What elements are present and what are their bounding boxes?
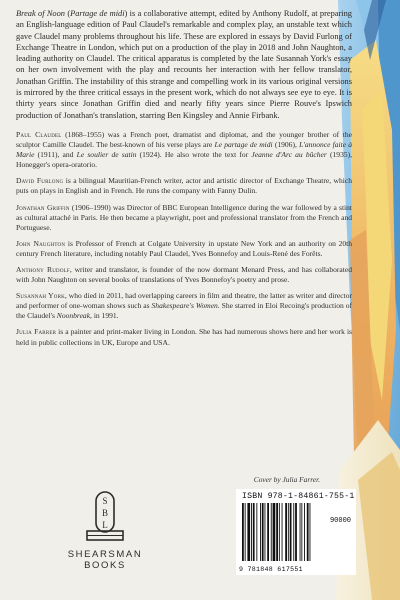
bio-rudolf: Anthony Rudolf, writer and translator, is founder of the now dormant Menard Press, and has collaborated with John Naughton on several books of translations of Yves Bonnefoy's poetry and prose.: [16, 265, 352, 285]
svg-text:B: B: [101, 508, 109, 518]
bio-furlong: David Furlong is a bilingual Mauritian-French writer, actor and artistic director of Exchange Theatre, which puts on plays in English and in French. He runs the company with Fanny Dulin.: [16, 176, 352, 196]
bio-naughton: John Naughton is Professor of French at Colgate University in upstate New York and an authority on 20th century French literature, including notably Paul Claudel, Yves Bonnefoy and Louis-René des Forêts.: [16, 238, 352, 258]
bio-claudel: Paul Claudel (1868–1955) was a French poet, dramatist and diplomat, and the younger brother of the sculptor Camille Claudel. The best-known of his verse plays are Le partage de midi (1906), L'annonce faite à Marie (1911), and Le soulier de satin (1924). He also wrote the text for Jeanne d'Arc au bûcher (1935), Honegger's opera-oratorio.: [16, 129, 353, 170]
publisher-logo: [50, 490, 160, 571]
barcode-bars: [242, 503, 324, 561]
svg-text:S: S: [102, 496, 108, 506]
blurb-title-alt: Partage de midi: [70, 9, 125, 18]
bio-name: Jonathan Griffin: [16, 202, 70, 212]
blurb-text: is a collaborative attempt, edited by Anthony Rudolf, at preparing an English-language edition of Paul Claudel's remarkable and complex play, an unstable text which gave Claudel many problems throughout his life. These are explored in essays by David Furlong of Exchange Theatre in London, which put on a production of the play in 2018 and John Naughton, a leading authority on Claudel. The critical apparatus is completed by the late Susannah York's essay on her own involvement with the play and recounts her interaction with her fellow translator, Jonathan Griffin. The instability of this strange and compelling work in its various original versions is mirrored by the three critical essays in the present work, which do not always see eye to eye. It is thirty years since Jonathan Griffin died and nearly fifty years since Pierre Rouve's Ipswich production of Jonathan's translation, starring Ben Kingsley and Annie Firbank.: [16, 9, 352, 120]
blurb-paragraph: Break of Noon (Partage de midi) is a collaborative attempt, edited by Anthony Rudolf, at preparing an English-language edition of Paul Claudel's remarkable and complex play, an unstable text which gave Claudel many problems throughout his life. These are explored in essays by David Furlong of Exchange Theatre in London, which put on a production of the play in 2018 and John Naughton, a leading authority on Claudel. The critical apparatus is completed by the late Susannah York's essay on her own involvement with the play and recounts her interaction with her fellow translator, Jonathan Griffin. The instability of this strange and compelling work in its various original versions is mirrored by the three critical essays in the present work, which do not always see eye to eye. It is thirty years since Jonathan Griffin died and nearly fifty years since Pierre Rouve's Ipswich production of Jonathan's translation, starring Ben Kingsley and Annie Firbank.: [16, 9, 352, 120]
bio-name: John Naughton: [16, 238, 66, 248]
barcode-addon: 90000: [329, 517, 351, 525]
bio-griffin: Jonathan Griffin (1906–1990) was Director of BBC European Intelligence during the war followed by a stint as cultural attaché in Paris. He then became a playwright, poet and professional translator from the French and Portuguese.: [16, 202, 353, 232]
bio-name: David Furlong: [16, 176, 64, 186]
bio-farrer: Julia Farrer is a painter and print-maker living in London. She has had numerous shows here and her work is held in public collections in UK, Europe and USA.: [16, 327, 352, 347]
bio-york: Susannah York, who died in 2011, had overlapping careers in film and theatre, the latter as writer and director and performer of one-woman shows such as Shakespeare's Women. She starred in Eloi Recoing's production of the Claudel's Noonbreak, in 1991.: [16, 291, 353, 321]
isbn-barcode: [236, 489, 356, 575]
svg-text:L: L: [102, 520, 108, 530]
bio-name: Susannah York: [16, 291, 65, 301]
publisher-name: SHEARSMAN BOOKS: [67, 549, 143, 571]
bio-name: Anthony Rudolf: [16, 265, 70, 274]
cover-credit: Cover by Julia Farrer.: [253, 475, 320, 484]
bio-name: Julia Farrer: [16, 327, 57, 337]
bio-name: Paul Claudel: [16, 129, 62, 139]
barcode-digits: 9 781848 617551: [239, 566, 303, 573]
shearsman-emblem-icon: [83, 490, 127, 542]
isbn-text: ISBN 978-1-84861-755-1: [242, 492, 355, 501]
back-cover-text: [16, 8, 352, 348]
blurb-title: Break of Noon: [16, 9, 65, 18]
